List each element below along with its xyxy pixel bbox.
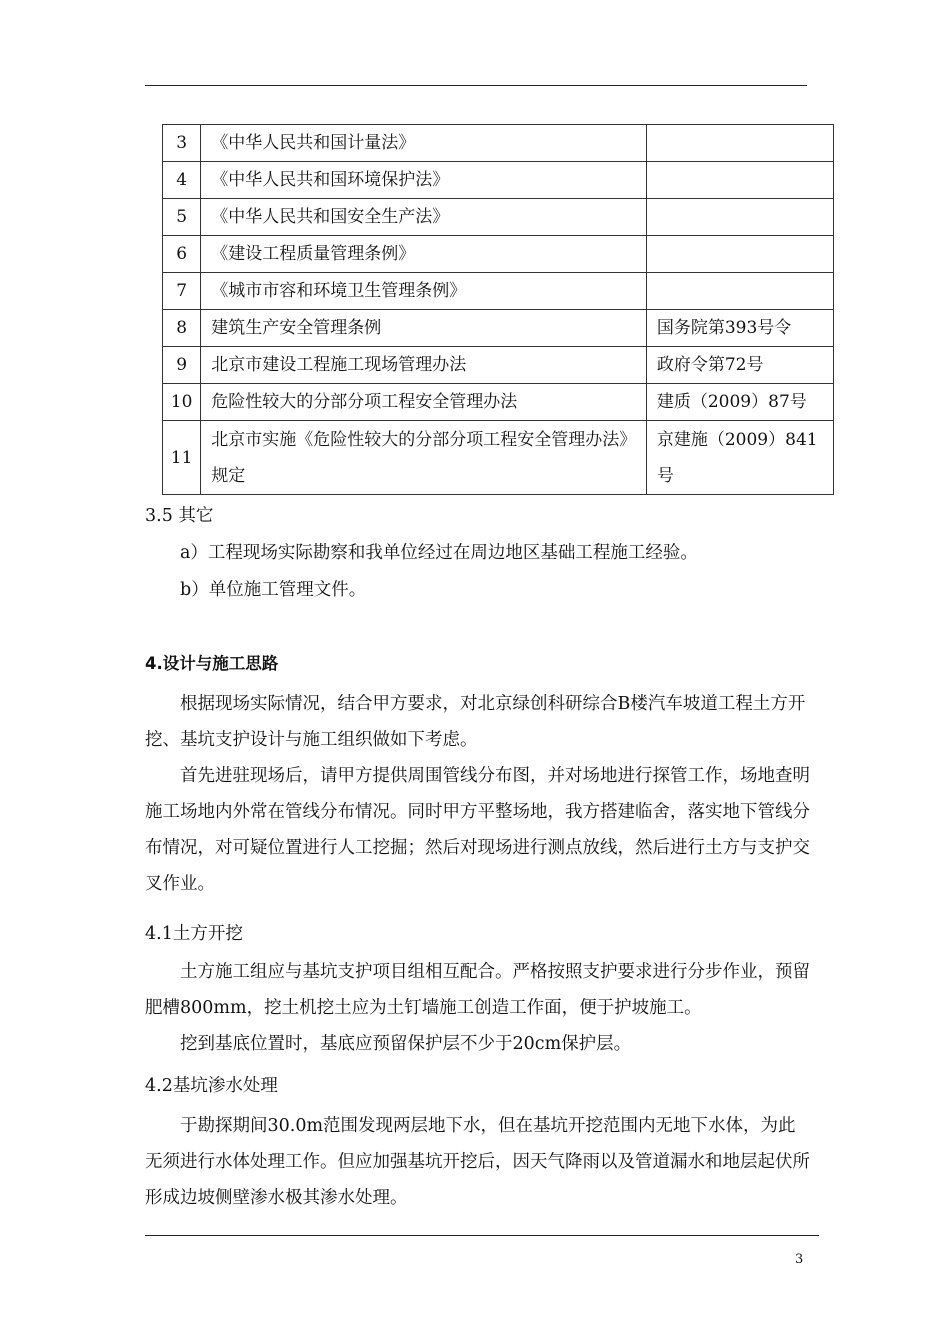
regulations-table xyxy=(162,124,834,495)
section-4-paragraph-2: 首先进驻现场后，请甲方提供周围管线分布图，并对场地进行探管工作，场地查明施工场地内外常在管线分布情况。同时甲方平整场地，我方搭建临舍，落实地下管线分布情况，对可疑位置进行人工挖掘；然后对现场进行测点放线，然后进行土方与支护交叉作业。 xyxy=(145,766,810,894)
page-number: 3 xyxy=(795,1252,804,1267)
table-row: 7 《城市市容和环境卫生管理条例》 xyxy=(163,273,834,310)
section-3-5-item-b: b）单位施工管理文件。 xyxy=(180,580,367,600)
section-4-2-heading: 4.2基坑渗水处理 xyxy=(145,1076,278,1096)
table-row: 6 《建设工程质量管理条例》 xyxy=(163,236,834,273)
section-4-1-paragraph-1: 土方施工组应与基坑支护项目组相互配合。严格按照支护要求进行分步作业，预留肥槽800mm，挖土机挖土应为土钉墙施工创造工作面，便于护坡施工。 xyxy=(145,962,810,1018)
table-row: 3 《中华人民共和国计量法》 xyxy=(163,125,834,162)
table-row: 4 《中华人民共和国环境保护法》 xyxy=(163,162,834,199)
section-4-paragraph-1: 根据现场实际情况，结合甲方要求，对北京绿创科研综合B楼汽车坡道工程土方开挖、基坑支护设计与施工组织做如下考虑。 xyxy=(145,694,806,750)
section-3-5-heading: 3.5 其它 xyxy=(145,506,214,526)
section-4-1-heading: 4.1土方开挖 xyxy=(145,924,243,944)
table-row: 8 建筑生产安全管理条例 国务院第393号令 xyxy=(163,310,834,347)
section-4-heading: 4.设计与施工思路 xyxy=(145,654,279,673)
table-row: 5 《中华人民共和国安全生产法》 xyxy=(163,199,834,236)
table-row: 11 北京市实施《危险性较大的分部分项工程安全管理办法》规定 京建施（2009）841号 xyxy=(163,421,834,495)
header-rule xyxy=(145,85,807,86)
footer-rule xyxy=(145,1235,819,1236)
section-4-1-paragraph-2: 挖到基底位置时，基底应预留保护层不少于20cm保护层。 xyxy=(180,1034,632,1054)
table-row: 10 危险性较大的分部分项工程安全管理办法 建质（2009）87号 xyxy=(163,384,834,421)
section-4-2-paragraph-1: 于勘探期间30.0m范围发现两层地下水，但在基坑开挖范围内无地下水体，为此无须进行水体处理工作。但应加强基坑开挖后，因天气降雨以及管道漏水和地层起伏所形成边坡侧壁渗水极其渗水处理。 xyxy=(145,1116,810,1208)
table-row: 9 北京市建设工程施工现场管理办法 政府令第72号 xyxy=(163,347,834,384)
section-3-5-item-a: a）工程现场实际勘察和我单位经过在周边地区基础工程施工经验。 xyxy=(180,543,698,563)
